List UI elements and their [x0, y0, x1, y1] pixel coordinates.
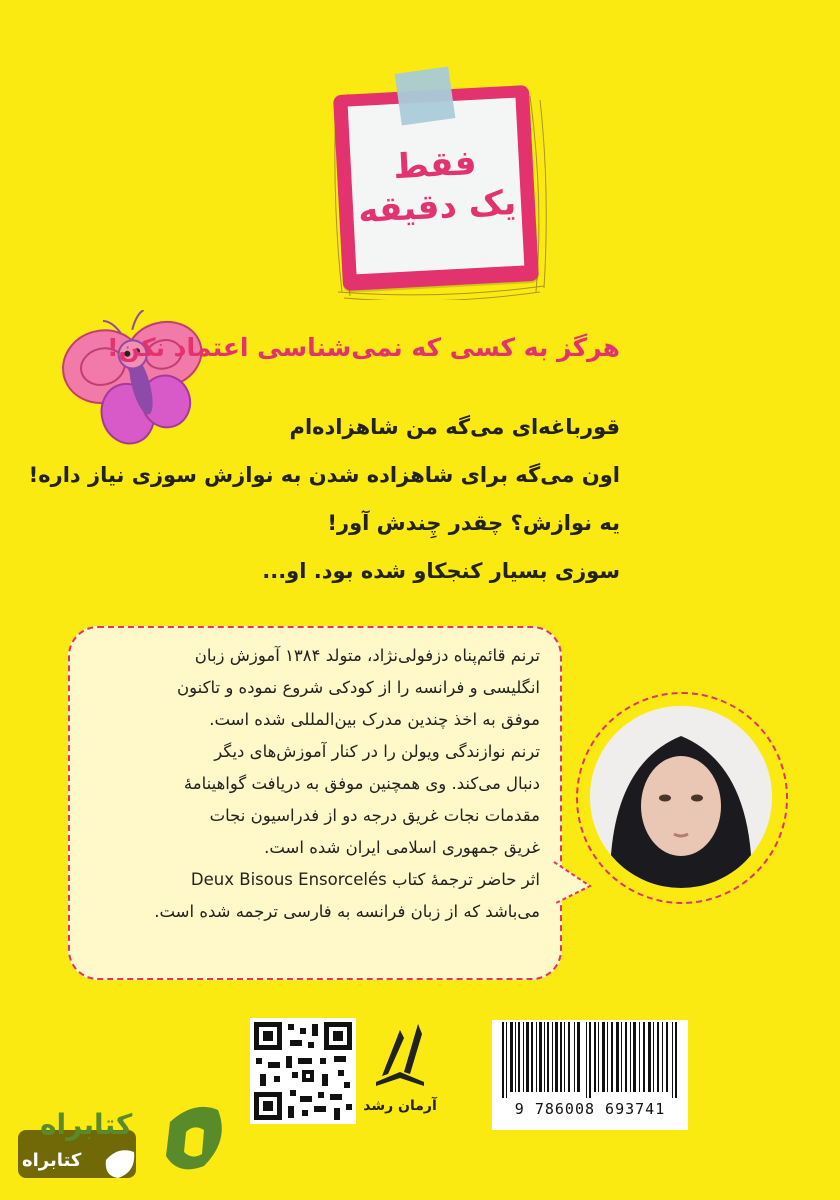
teaser-line-1: قورباغه‌ای می‌گه من شاهزاده‌ام	[289, 415, 620, 439]
barcode-icon	[492, 1020, 688, 1100]
watermark-brand-small: کتابراه	[22, 1150, 82, 1171]
isbn-number: 9 786008 693741	[492, 1100, 688, 1118]
bio-line-8	[90, 864, 540, 896]
sticky-note	[330, 60, 555, 290]
speech-tail	[552, 860, 592, 910]
bio-line-6: مقدمات نجات غریق درجه دو از فدراسیون نجات	[209, 806, 540, 825]
bio-line-2: انگلیسی و فرانسه را از کودکی شروع نموده و تاکنون	[177, 678, 540, 697]
teaser-line-2: اون می‌گه برای شاهزاده شدن به نوازش سوزی نیاز داره!	[28, 463, 620, 487]
tape-icon	[395, 66, 456, 125]
teaser-line-4: سوزی بسیار کنجکاو شده بود. او...	[262, 559, 620, 583]
note-paper	[348, 98, 525, 275]
publisher-logo	[370, 1020, 430, 1090]
headline: هرگز به کسی که نمی‌شناسی اعتماد نکن!	[107, 333, 620, 362]
author-portrait-image	[590, 706, 772, 888]
bio-line-4: ترنم نوازندگی ویولن را در کنار آموزش‌های دیگر	[214, 742, 540, 761]
bio-line-7: غریق جمهوری اسلامی ایران شده است.	[264, 838, 540, 857]
bio-book-prefix: اثر حاضر ترجمۀ کتاب	[391, 870, 540, 889]
qr-code	[250, 1018, 356, 1124]
teaser-line-3: یه نوازش؟ چقدر چِندش آور!	[327, 511, 620, 535]
note-line-2: یک دقیقه	[357, 182, 518, 232]
bio-line-3: موفق به اخذ چندین مدرک بین‌المللی شده است.	[209, 710, 540, 729]
teaser-text	[29, 410, 620, 602]
qr-code-icon	[250, 1018, 356, 1124]
watermark-brand: کتابراه	[40, 1108, 133, 1141]
bio-book-title: Deux Bisous Ensorcelés	[190, 870, 387, 889]
bio-line-1: ترنم قائم‌پناه دزفولی‌نژاد، متولد ۱۳۸۴ آموزش زبان	[194, 646, 540, 665]
author-bio-text	[90, 640, 540, 928]
bio-line-9: می‌باشد که از زبان فرانسه به فارسی ترجمه شده است.	[154, 902, 540, 921]
author-photo	[590, 706, 772, 888]
bio-line-5: دنبال می‌کند. وی همچنین موفق به دریافت گواهینامۀ	[183, 774, 540, 793]
note-line-1: فقط	[392, 142, 478, 187]
publisher-name: آرمان رشد	[363, 1098, 437, 1114]
